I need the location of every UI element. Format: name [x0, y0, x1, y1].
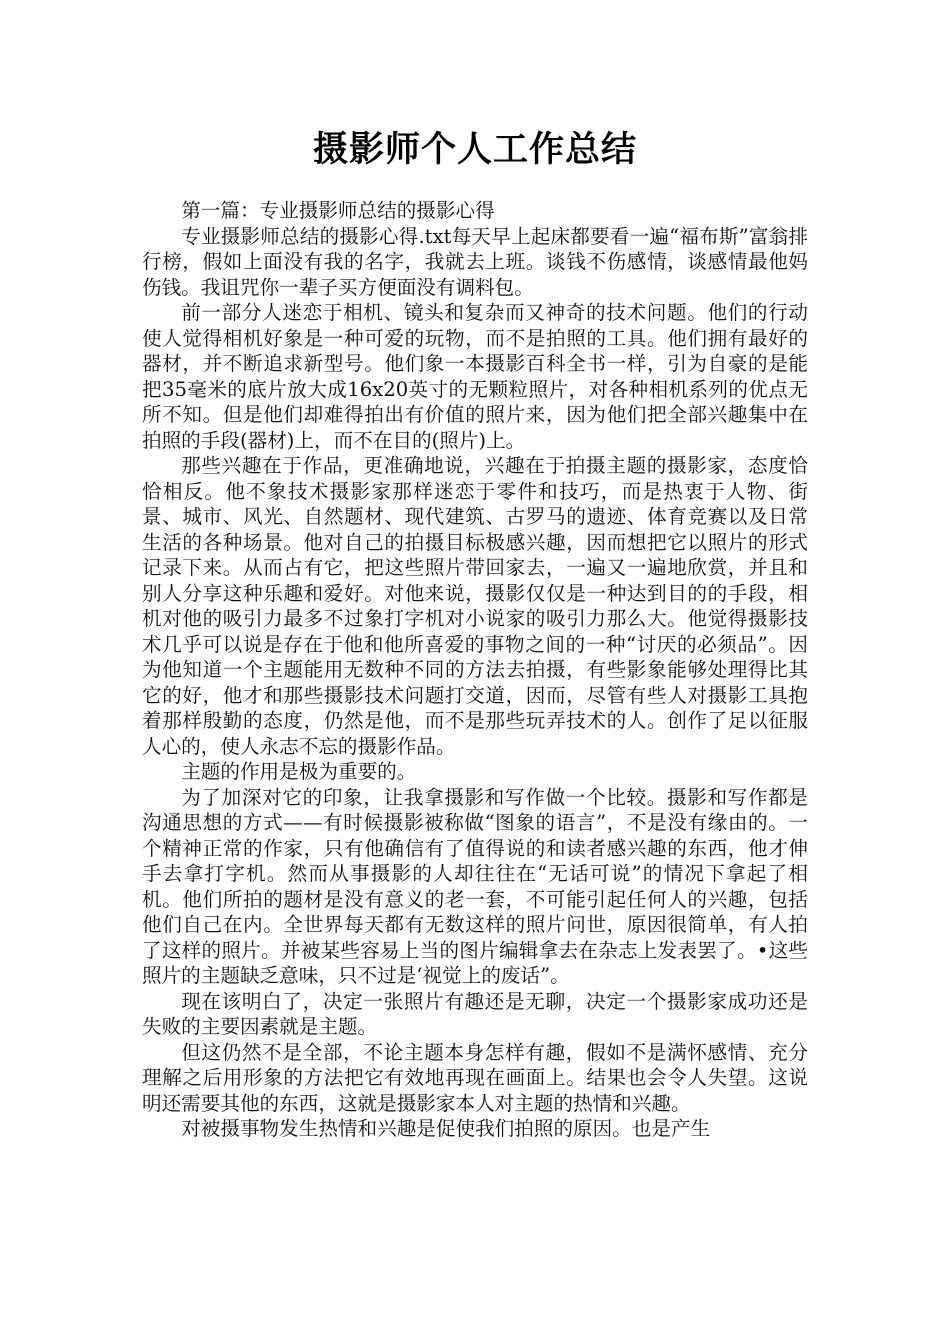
document-title: 摄影师个人工作总结	[312, 130, 637, 170]
paragraph: 对被摄事物发生热情和兴趣是促使我们拍照的原因。也是产生	[181, 1117, 711, 1140]
paragraph: 前一部分人迷恋于相机、镜头和复杂而又神奇的技术问题。他们的行动使人觉得相机好象是一种可爱的玩物，而不是拍照的工具。他们拥有最好的器材，并不断追求新型号。他们象一本摄影百科全书一样，引为自豪的是能把35毫米的底片放大成16x20英寸的无颗粒照片，对各种相机系列的优点无所不知。但是他们却难得拍出有价值的照片来，因为他们把全部兴趣集中在拍照的手段(器材)上，而不在目的(照片)上。	[142, 301, 808, 452]
paragraph: 专业摄影师总结的摄影心得.txt每天早上起床都要看一遍“福布斯”富翁排行榜，假如上面没有我的名字，我就去上班。谈钱不伤感情，谈感情最他妈伤钱。我诅咒你一辈子买方便面没有调料包。	[142, 224, 808, 299]
paragraph: 为了加深对它的印象，让我拿摄影和写作做一个比较。摄影和写作都是沟通思想的方式——有时候摄影被称做“图象的语言”，不是没有缘由的。一个精神正常的作家，只有他确信有了值得说的和读者感兴趣的东西，他才伸手去拿打字机。然而从事摄影的人却往往在“无话可说”的情况下拿起了相机。他们所拍的题材是没有意义的老一套，不可能引起任何人的兴趣，包括他们自己在内。全世界每天都有无数这样的照片问世，原因很简单，有人拍了这样的照片。并被某些容易上当的图片编辑拿去在杂志上发表罢了。•这些照片的主题缺乏意味，只不过是‘视觉上的废话”。	[142, 785, 808, 987]
paragraph: 那些兴趣在于作品，更准确地说，兴趣在于拍摄主题的摄影家，态度恰恰相反。他不象技术摄影家那样迷恋于零件和技巧，而是热衷于人物、街景、城市、风光、自然题材、现代建筑、古罗马的遗迹、体育竞赛以及日常生活的各种场景。他对自己的拍摄目标极感兴趣，因而想把它以照片的形式记录下来。从而占有它，把这些照片带回家去，一遍又一遍地欣赏，并且和别人分享这种乐趣和爱好。对他来说，摄影仅仅是一种达到目的的手段，相机对他的吸引力最多不过象打字机对小说家的吸引力那么大。他觉得摄影技术几乎可以说是存在于他和他所喜爱的事物之间的一种“讨厌的必须品”。因为他知道一个主题能用无数种不同的方法去拍摄，有些影象能够处理得比其它的好，他才和那些摄影技术问题打交道，因而，尽管有些人对摄影工具抱着那样殷勤的态度，仍然是他，而不是那些玩弄技术的人。创作了足以征服人心的，使人永志不忘的摄影作品。	[142, 454, 808, 758]
paragraph-section-heading: 第一篇：专业摄影师总结的摄影心得	[181, 199, 495, 222]
document-body	[142, 198, 808, 1142]
paragraph: 现在该明白了，决定一张照片有趣还是无聊，决定一个摄影家成功还是失败的主要因素就是主题。	[142, 989, 808, 1038]
paragraph: 主题的作用是极为重要的。	[181, 760, 417, 783]
paragraph: 但这仍然不是全部，不论主题本身怎样有趣，假如不是满怀感情、充分理解之后用形象的方法把它有效地再现在画面上。结果也会令人失望。这说明还需要其他的东西，这就是摄影家本人对主题的热情和兴趣。	[142, 1040, 808, 1115]
